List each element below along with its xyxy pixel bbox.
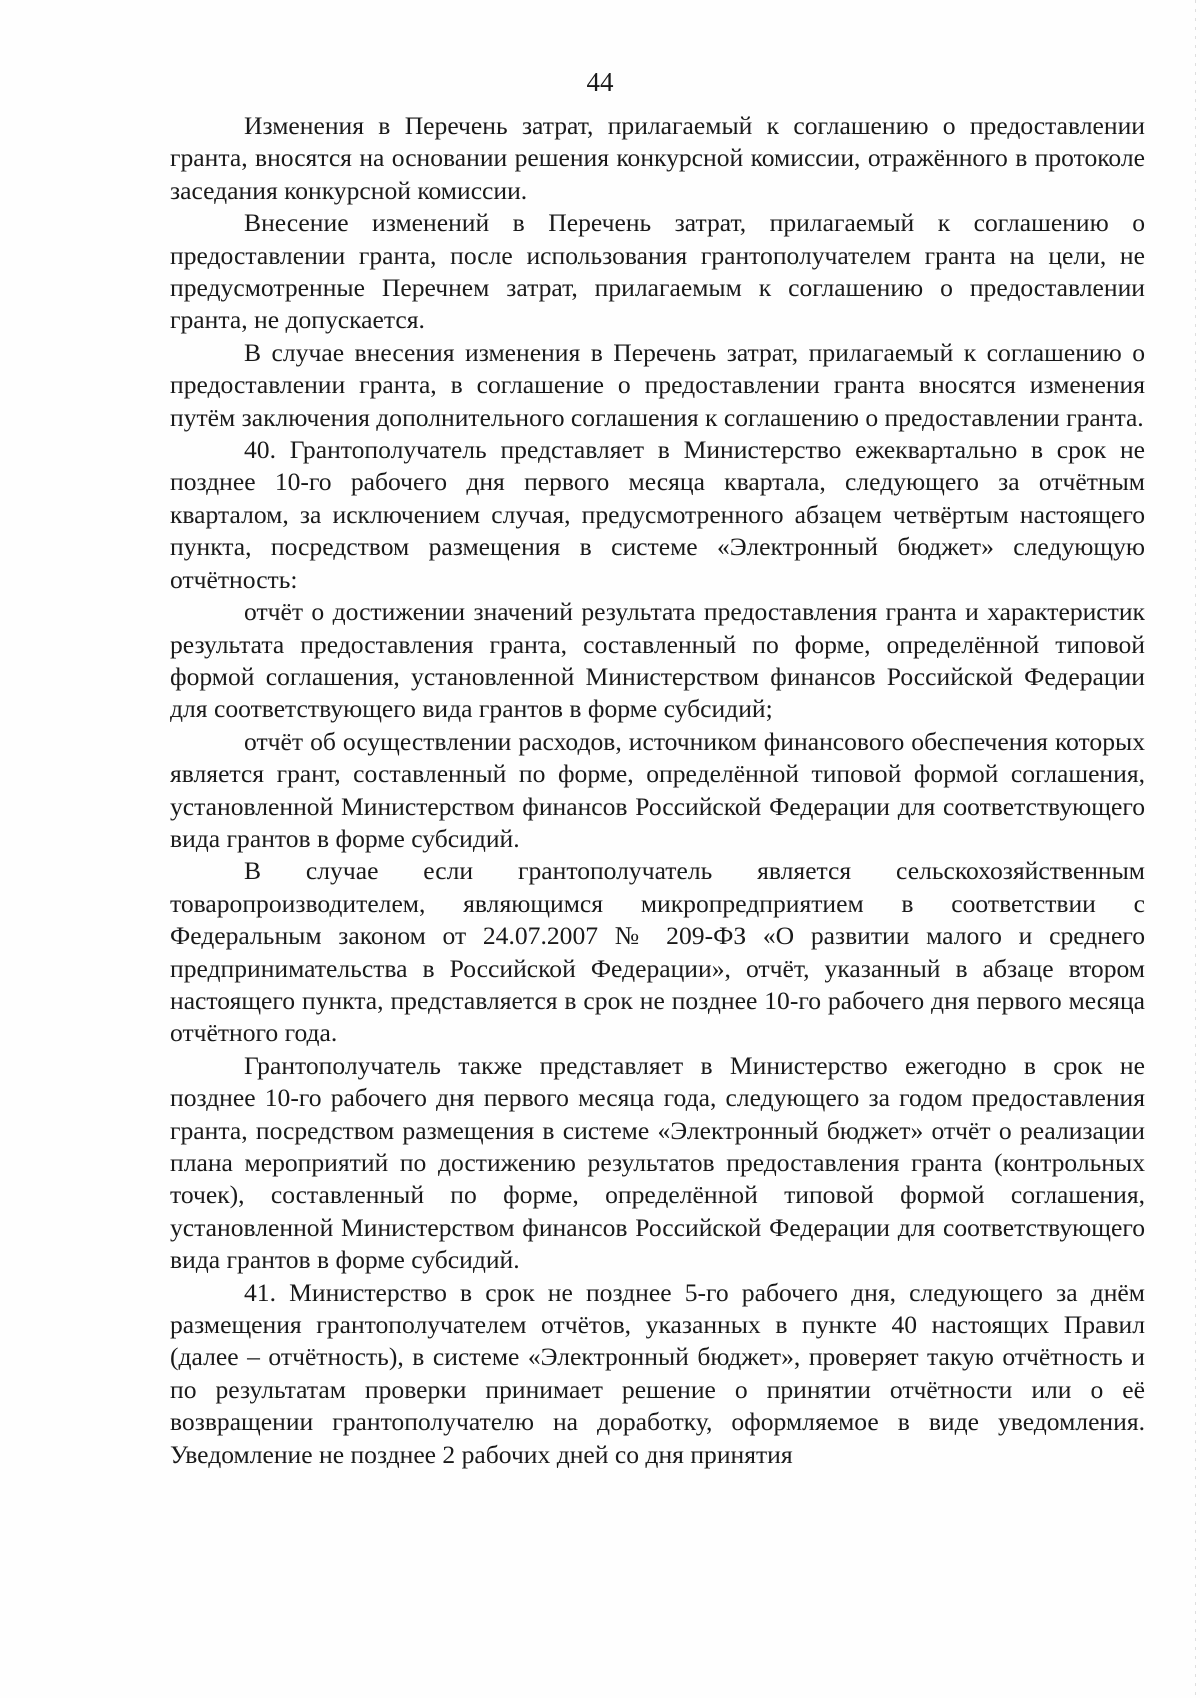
paragraph-result-report: отчёт о достижении значений результата предоставления гранта и характеристик результата предоставления гранта, составленный по форме, определённой типовой формой соглашения, установленной Министерством финансов Российской Федерации для соответствующего вида грантов в форме субсидий; <box>170 597 1145 724</box>
paragraph-annual-report: Грантополучатель также представляет в Министерство ежегодно в срок не позднее 10-го рабочего дня первого месяца года, следующего за годом предоставления гранта, посредством размещения в системе «Электронный бюджет» отчёт о реализации плана мероприятий по достижению результатов предоставления гранта (контрольных точек), составленный по форме, определённой типовой формой соглашения, установленной Министерством финансов Российской Федерации для соответствующего вида грантов в форме субсидий. <box>170 1050 1145 1275</box>
paragraph-microenterprise-case: В случае если грантополучатель является сельскохозяйственным товаропроизводителем, являющимся микропредприятием в соответствии с Федеральным законом от 24.07.2007 № 209-ФЗ «О развитии малого и среднего предпринимательства в Российской Федерации», отчёт, указанный в абзаце втором настоящего пункта, представляется в срок не позднее 10-го рабочего дня первого месяца отчётного года. <box>170 856 1145 1048</box>
paragraph-additional-agreement: В случае внесения изменения в Перечень затрат, прилагаемый к соглашению о предоставлении гранта, в соглашение о предоставлении гранта вносятся изменения путём заключения дополнительного соглашения к соглашению о предоставлении гранта. <box>170 337 1145 432</box>
paragraph-clause-41: 41. Министерство в срок не позднее 5-го рабочего дня, следующего за днём размещения грантополучателем отчётов, указанных в пункте 40 настоящих Правил (далее – отчётность), в системе «Электронный бюджет», проверяет такую отчётность и по результатам проверки принимает решение о принятии отчётности или о её возвращении грантополучателю на доработку, оформляемое в виде уведомления. Уведомление не позднее 2 рабочих дней со дня принятия <box>170 1277 1145 1469</box>
document-body <box>170 110 1145 1471</box>
paragraph-cost-list-changes: Изменения в Перечень затрат, прилагаемый к соглашению о предоставлении гранта, вносятся на основании решения конкурсной комиссии, отражённого в протоколе заседания конкурсной комиссии. <box>170 111 1145 205</box>
paragraph-expenses-report: отчёт об осуществлении расходов, источником финансового обеспечения которых является грант, составленный по форме, определённой типовой формой соглашения, установленной Министерством финансов Российской Федерации для соответствующего вида грантов в форме субсидий. <box>170 726 1145 853</box>
paragraph-changes-not-allowed: Внесение изменений в Перечень затрат, прилагаемый к соглашению о предоставлении гранта, после использования грантополучателем гранта на цели, не предусмотренные Перечнем затрат, прилагаемым к соглашению о предоставлении гранта, не допускается. <box>170 208 1145 335</box>
paragraph-clause-40: 40. Грантополучатель представляет в Министерство ежеквартально в срок не позднее 10-го рабочего дня первого месяца квартала, следующего за отчётным кварталом, за исключением случая, предусмотренного абзацем четвёртым настоящего пункта, посредством размещения в системе «Электронный бюджет» следующую отчётность: <box>170 435 1145 594</box>
scan-edge-artifact <box>1195 0 1196 1698</box>
page-number: 44 <box>586 67 614 97</box>
